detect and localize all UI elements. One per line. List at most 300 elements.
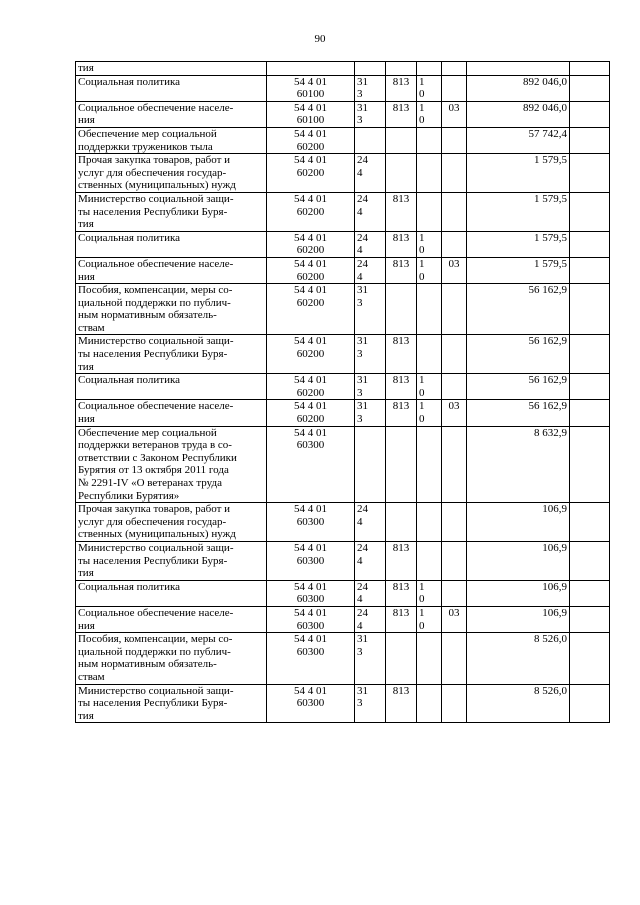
row-name-cell-line: ты населения Республики Буря-	[78, 697, 228, 710]
row-name-cell	[76, 374, 267, 400]
extra-cell	[570, 400, 610, 426]
expense-type-cell	[355, 284, 386, 335]
expense-type-cell-line: 4	[357, 619, 363, 632]
table-row	[76, 101, 610, 127]
subsection-cell: 03	[442, 400, 467, 426]
subsection-cell: 03	[442, 257, 467, 283]
section-cell	[417, 606, 442, 632]
amount-cell: 1 579,5	[467, 257, 570, 283]
expense-type-cell-line: 24	[357, 257, 368, 270]
extra-cell	[570, 374, 610, 400]
row-name-cell-line: Прочая закупка товаров, работ и	[78, 503, 231, 516]
target-article-cell	[267, 335, 355, 374]
section-cell	[417, 426, 442, 503]
extra-cell	[570, 426, 610, 503]
row-name-cell-line: тия	[78, 709, 94, 722]
expense-type-cell-line: 31	[357, 335, 368, 348]
row-name-cell-line: ственных (муниципальных) нужд	[78, 179, 236, 192]
target-article-cell-line: 54 4 01	[294, 75, 327, 88]
row-name-cell-line: Социальное обеспечение населе-	[78, 400, 234, 413]
expense-type-cell-line: 24	[357, 231, 368, 244]
row-name-cell-line: Социальное обеспечение населе-	[78, 101, 234, 114]
target-article-cell-line: 60300	[296, 645, 325, 658]
expense-type-cell-line: 4	[357, 593, 363, 606]
section-cell	[417, 154, 442, 193]
row-name-cell-line: ствам	[78, 321, 105, 334]
section-cell-line: 1	[419, 257, 425, 270]
section-cell-line: 0	[419, 413, 425, 426]
expense-type-cell	[355, 192, 386, 231]
extra-cell	[570, 606, 610, 632]
row-name-cell-line: ствам	[78, 670, 105, 683]
target-article-cell	[267, 154, 355, 193]
section-cell	[417, 400, 442, 426]
table-row	[76, 580, 610, 606]
section-cell	[417, 75, 442, 101]
row-name-cell	[76, 400, 267, 426]
section-cell	[417, 192, 442, 231]
row-name-cell-line: Министерство социальной защи-	[78, 335, 234, 348]
target-article-cell-line: 60200	[296, 140, 325, 153]
expense-type-cell	[355, 374, 386, 400]
section-cell-line: 1	[419, 400, 425, 413]
expense-type-cell-line: 3	[357, 645, 363, 658]
expense-type-cell	[355, 684, 386, 723]
budget-table-body	[76, 62, 610, 723]
amount-cell: 1 579,5	[467, 231, 570, 257]
extra-cell	[570, 503, 610, 542]
ministry-code-cell: 813	[386, 231, 417, 257]
amount-cell: 1 579,5	[467, 154, 570, 193]
target-article-cell-line: 54 4 01	[294, 541, 327, 554]
table-row	[76, 257, 610, 283]
subsection-cell	[442, 284, 467, 335]
target-article-cell	[267, 541, 355, 580]
row-name-cell-line: поддержки ветеранов труда в со-	[78, 439, 232, 452]
row-name-cell	[76, 284, 267, 335]
amount-cell: 106,9	[467, 541, 570, 580]
row-name-cell	[76, 503, 267, 542]
amount-cell: 106,9	[467, 606, 570, 632]
target-article-cell	[267, 284, 355, 335]
table-row	[76, 606, 610, 632]
expense-type-cell-line: 3	[357, 114, 363, 127]
ministry-code-cell: 813	[386, 335, 417, 374]
expense-type-cell	[355, 541, 386, 580]
expense-type-cell-line: 3	[357, 296, 363, 309]
expense-type-cell	[355, 127, 386, 153]
row-name-cell-line: Пособия, компенсации, меры со-	[78, 633, 233, 646]
amount-cell: 56 162,9	[467, 400, 570, 426]
table-row	[76, 503, 610, 542]
expense-type-cell	[355, 503, 386, 542]
row-name-cell-line: ственных (муниципальных) нужд	[78, 528, 236, 541]
subsection-cell	[442, 231, 467, 257]
ministry-code-cell: 813	[386, 541, 417, 580]
subsection-cell	[442, 335, 467, 374]
expense-type-cell-line: 31	[357, 374, 368, 387]
expense-type-cell-line: 24	[357, 503, 368, 516]
extra-cell	[570, 192, 610, 231]
extra-cell	[570, 335, 610, 374]
section-cell-line: 0	[419, 88, 425, 101]
table-row	[76, 426, 610, 503]
ministry-code-cell	[386, 154, 417, 193]
target-article-cell-line: 60200	[296, 296, 325, 309]
section-cell	[417, 335, 442, 374]
expense-type-cell-line: 3	[357, 348, 363, 361]
amount-cell: 57 742,4	[467, 127, 570, 153]
target-article-cell	[267, 192, 355, 231]
amount-cell: 8 632,9	[467, 426, 570, 503]
extra-cell	[570, 257, 610, 283]
table-row	[76, 541, 610, 580]
target-article-cell-line: 54 4 01	[294, 503, 327, 516]
row-name-cell	[76, 633, 267, 684]
extra-cell	[570, 127, 610, 153]
row-name-cell-line: тия	[78, 360, 94, 373]
amount-cell	[467, 62, 570, 76]
subsection-cell	[442, 127, 467, 153]
expense-type-cell	[355, 633, 386, 684]
row-name-cell	[76, 75, 267, 101]
target-article-cell-line: 54 4 01	[294, 633, 327, 646]
table-row	[76, 231, 610, 257]
ministry-code-cell	[386, 284, 417, 335]
amount-cell: 106,9	[467, 580, 570, 606]
expense-type-cell-line: 24	[357, 541, 368, 554]
section-cell-line: 0	[419, 114, 425, 127]
target-article-cell-line: 54 4 01	[294, 580, 327, 593]
section-cell	[417, 374, 442, 400]
table-row	[76, 374, 610, 400]
row-name-cell-line: циальной поддержки по публич-	[78, 296, 231, 309]
subsection-cell	[442, 62, 467, 76]
target-article-cell	[267, 400, 355, 426]
target-article-cell	[267, 231, 355, 257]
row-name-cell-line: Обеспечение мер социальной	[78, 426, 217, 439]
subsection-cell	[442, 633, 467, 684]
table-row	[76, 127, 610, 153]
expense-type-cell-line: 24	[357, 192, 368, 205]
extra-cell	[570, 541, 610, 580]
target-article-cell	[267, 503, 355, 542]
section-cell-line: 0	[419, 593, 425, 606]
expense-type-cell-line: 31	[357, 633, 368, 646]
extra-cell	[570, 154, 610, 193]
expense-type-cell	[355, 257, 386, 283]
extra-cell	[570, 75, 610, 101]
expense-type-cell	[355, 62, 386, 76]
row-name-cell-line: услуг для обеспечения государ-	[78, 515, 227, 528]
row-name-cell-line: Социальное обеспечение населе-	[78, 257, 234, 270]
expense-type-cell-line: 4	[357, 205, 363, 218]
target-article-cell-line: 60200	[296, 244, 325, 257]
row-name-cell-line: тия	[78, 218, 94, 231]
row-name-cell	[76, 580, 267, 606]
table-row	[76, 192, 610, 231]
row-name-cell	[76, 62, 267, 76]
expense-type-cell-line: 31	[357, 101, 368, 114]
expense-type-cell-line: 24	[357, 606, 368, 619]
expense-type-cell-line: 4	[357, 244, 363, 257]
target-article-cell-line: 60300	[296, 697, 325, 710]
subsection-cell	[442, 374, 467, 400]
ministry-code-cell: 813	[386, 400, 417, 426]
row-name-cell	[76, 426, 267, 503]
target-article-cell-line: 54 4 01	[294, 335, 327, 348]
target-article-cell	[267, 257, 355, 283]
target-article-cell-line: 54 4 01	[294, 127, 327, 140]
row-name-cell	[76, 231, 267, 257]
expense-type-cell	[355, 75, 386, 101]
subsection-cell	[442, 154, 467, 193]
row-name-cell-line: Бурятия от 13 октября 2011 года	[78, 464, 229, 477]
row-name-cell-line: Министерство социальной защи-	[78, 684, 234, 697]
target-article-cell	[267, 426, 355, 503]
target-article-cell	[267, 633, 355, 684]
table-row	[76, 284, 610, 335]
row-name-cell-line: Социальная политика	[78, 231, 181, 244]
table-row	[76, 75, 610, 101]
row-name-cell-line: ным нормативным обязатель-	[78, 658, 217, 671]
ministry-code-cell: 813	[386, 580, 417, 606]
row-name-cell-line: услуг для обеспечения государ-	[78, 166, 227, 179]
section-cell-line: 1	[419, 374, 425, 387]
section-cell	[417, 62, 442, 76]
expense-type-cell	[355, 335, 386, 374]
expense-type-cell	[355, 154, 386, 193]
row-name-cell	[76, 154, 267, 193]
row-name-cell-line: поддержки тружеников тыла	[78, 140, 213, 153]
expense-type-cell	[355, 400, 386, 426]
section-cell-line: 1	[419, 231, 425, 244]
row-name-cell-line: Обеспечение мер социальной	[78, 127, 217, 140]
subsection-cell	[442, 192, 467, 231]
target-article-cell-line: 60200	[296, 205, 325, 218]
row-name-cell-line: Социальная политика	[78, 75, 181, 88]
subsection-cell	[442, 426, 467, 503]
target-article-cell-line: 60300	[296, 515, 325, 528]
section-cell-line: 0	[419, 270, 425, 283]
row-name-cell-line: Республики Бурятия»	[78, 489, 180, 502]
expense-type-cell-line: 4	[357, 515, 363, 528]
amount-cell: 892 046,0	[467, 101, 570, 127]
ministry-code-cell: 813	[386, 257, 417, 283]
target-article-cell-line: 60200	[296, 386, 325, 399]
section-cell	[417, 633, 442, 684]
row-name-cell-line: Пособия, компенсации, меры со-	[78, 284, 233, 297]
target-article-cell-line: 60300	[296, 593, 325, 606]
target-article-cell	[267, 101, 355, 127]
expense-type-cell-line: 31	[357, 400, 368, 413]
ministry-code-cell: 813	[386, 606, 417, 632]
row-name-cell-line: Министерство социальной защи-	[78, 541, 234, 554]
section-cell-line: 1	[419, 606, 425, 619]
ministry-code-cell: 813	[386, 101, 417, 127]
extra-cell	[570, 62, 610, 76]
row-name-cell-line: ния	[78, 413, 95, 426]
ministry-code-cell: 813	[386, 374, 417, 400]
expense-type-cell	[355, 101, 386, 127]
row-name-cell	[76, 192, 267, 231]
ministry-code-cell: 813	[386, 192, 417, 231]
expense-type-cell	[355, 426, 386, 503]
amount-cell: 892 046,0	[467, 75, 570, 101]
ministry-code-cell: 813	[386, 684, 417, 723]
extra-cell	[570, 101, 610, 127]
expense-type-cell-line: 3	[357, 697, 363, 710]
ministry-code-cell	[386, 127, 417, 153]
ministry-code-cell: 813	[386, 75, 417, 101]
amount-cell: 106,9	[467, 503, 570, 542]
row-name-cell-line: тия	[78, 567, 94, 580]
target-article-cell-line: 54 4 01	[294, 426, 327, 439]
target-article-cell	[267, 684, 355, 723]
extra-cell	[570, 580, 610, 606]
ministry-code-cell	[386, 426, 417, 503]
section-cell-line: 0	[419, 386, 425, 399]
row-name-cell-line: Министерство социальной защи-	[78, 192, 234, 205]
row-name-cell-line: ния	[78, 619, 95, 632]
target-article-cell-line: 54 4 01	[294, 192, 327, 205]
row-name-cell	[76, 101, 267, 127]
target-article-cell-line: 54 4 01	[294, 257, 327, 270]
subsection-cell	[442, 541, 467, 580]
row-name-cell-line: тия	[78, 62, 94, 74]
table-row	[76, 684, 610, 723]
table-row	[76, 335, 610, 374]
table-row	[76, 154, 610, 193]
section-cell	[417, 127, 442, 153]
target-article-cell-line: 60200	[296, 166, 325, 179]
section-cell	[417, 257, 442, 283]
expense-type-cell-line: 31	[357, 684, 368, 697]
expense-type-cell-line: 31	[357, 75, 368, 88]
expense-type-cell-line: 3	[357, 386, 363, 399]
section-cell-line: 0	[419, 619, 425, 632]
row-name-cell-line: Прочая закупка товаров, работ и	[78, 154, 231, 167]
target-article-cell-line: 60200	[296, 413, 325, 426]
target-article-cell-line: 60200	[296, 348, 325, 361]
section-cell-line: 1	[419, 101, 425, 114]
row-name-cell-line: циальной поддержки по публич-	[78, 645, 231, 658]
amount-cell: 8 526,0	[467, 684, 570, 723]
expense-type-cell	[355, 606, 386, 632]
amount-cell: 56 162,9	[467, 335, 570, 374]
target-article-cell	[267, 75, 355, 101]
row-name-cell-line: Социальная политика	[78, 374, 181, 387]
table-row	[76, 400, 610, 426]
subsection-cell	[442, 503, 467, 542]
expense-type-cell-line: 3	[357, 413, 363, 426]
section-cell-line: 0	[419, 244, 425, 257]
table-row	[76, 62, 610, 76]
row-name-cell	[76, 541, 267, 580]
target-article-cell-line: 60100	[296, 88, 325, 101]
row-name-cell-line: Социальная политика	[78, 580, 181, 593]
expense-type-cell	[355, 231, 386, 257]
target-article-cell-line: 60300	[296, 554, 325, 567]
amount-cell: 56 162,9	[467, 374, 570, 400]
row-name-cell-line: ным нормативным обязатель-	[78, 309, 217, 322]
section-cell	[417, 101, 442, 127]
target-article-cell-line: 60100	[296, 114, 325, 127]
target-article-cell-line: 54 4 01	[294, 284, 327, 297]
expense-type-cell-line: 24	[357, 580, 368, 593]
row-name-cell	[76, 335, 267, 374]
row-name-cell-line: ты населения Республики Буря-	[78, 205, 228, 218]
expense-type-cell-line: 4	[357, 554, 363, 567]
target-article-cell-line: 54 4 01	[294, 400, 327, 413]
expense-type-cell-line: 24	[357, 154, 368, 167]
expense-type-cell-line: 4	[357, 270, 363, 283]
expense-type-cell-line: 3	[357, 88, 363, 101]
row-name-cell-line: ты населения Республики Буря-	[78, 348, 228, 361]
section-cell	[417, 231, 442, 257]
ministry-code-cell	[386, 503, 417, 542]
row-name-cell	[76, 257, 267, 283]
ministry-code-cell	[386, 633, 417, 684]
table-row	[76, 633, 610, 684]
target-article-cell-line: 54 4 01	[294, 684, 327, 697]
row-name-cell-line: ответствии с Законом Республики	[78, 451, 237, 464]
subsection-cell: 03	[442, 101, 467, 127]
row-name-cell	[76, 684, 267, 723]
target-article-cell-line: 54 4 01	[294, 101, 327, 114]
subsection-cell: 03	[442, 606, 467, 632]
section-cell-line: 1	[419, 580, 425, 593]
extra-cell	[570, 284, 610, 335]
section-cell	[417, 284, 442, 335]
row-name-cell-line: ния	[78, 114, 95, 127]
extra-cell	[570, 633, 610, 684]
ministry-code-cell	[386, 62, 417, 76]
row-name-cell-line: № 2291-IV «О ветеранах труда	[78, 477, 222, 489]
target-article-cell	[267, 374, 355, 400]
target-article-cell-line: 60200	[296, 270, 325, 283]
amount-cell: 56 162,9	[467, 284, 570, 335]
expense-type-cell-line: 31	[357, 284, 368, 297]
row-name-cell	[76, 606, 267, 632]
row-name-cell-line: Социальное обеспечение населе-	[78, 606, 234, 619]
amount-cell: 8 526,0	[467, 633, 570, 684]
section-cell	[417, 580, 442, 606]
expense-type-cell-line: 4	[357, 166, 363, 179]
amount-cell: 1 579,5	[467, 192, 570, 231]
subsection-cell	[442, 75, 467, 101]
subsection-cell	[442, 684, 467, 723]
extra-cell	[570, 684, 610, 723]
target-article-cell	[267, 580, 355, 606]
target-article-cell	[267, 62, 355, 76]
section-cell	[417, 503, 442, 542]
subsection-cell	[442, 580, 467, 606]
section-cell-line: 1	[419, 75, 425, 88]
row-name-cell	[76, 127, 267, 153]
page-number: 90	[314, 33, 326, 45]
expense-type-cell	[355, 580, 386, 606]
target-article-cell-line: 54 4 01	[294, 374, 327, 387]
target-article-cell-line: 54 4 01	[294, 606, 327, 619]
budget-table	[75, 61, 610, 723]
target-article-cell-line: 60300	[296, 439, 325, 452]
target-article-cell-line: 54 4 01	[294, 231, 327, 244]
row-name-cell-line: ния	[78, 270, 95, 283]
target-article-cell	[267, 606, 355, 632]
target-article-cell-line: 60300	[296, 619, 325, 632]
row-name-cell-line: ты населения Республики Буря-	[78, 554, 228, 567]
